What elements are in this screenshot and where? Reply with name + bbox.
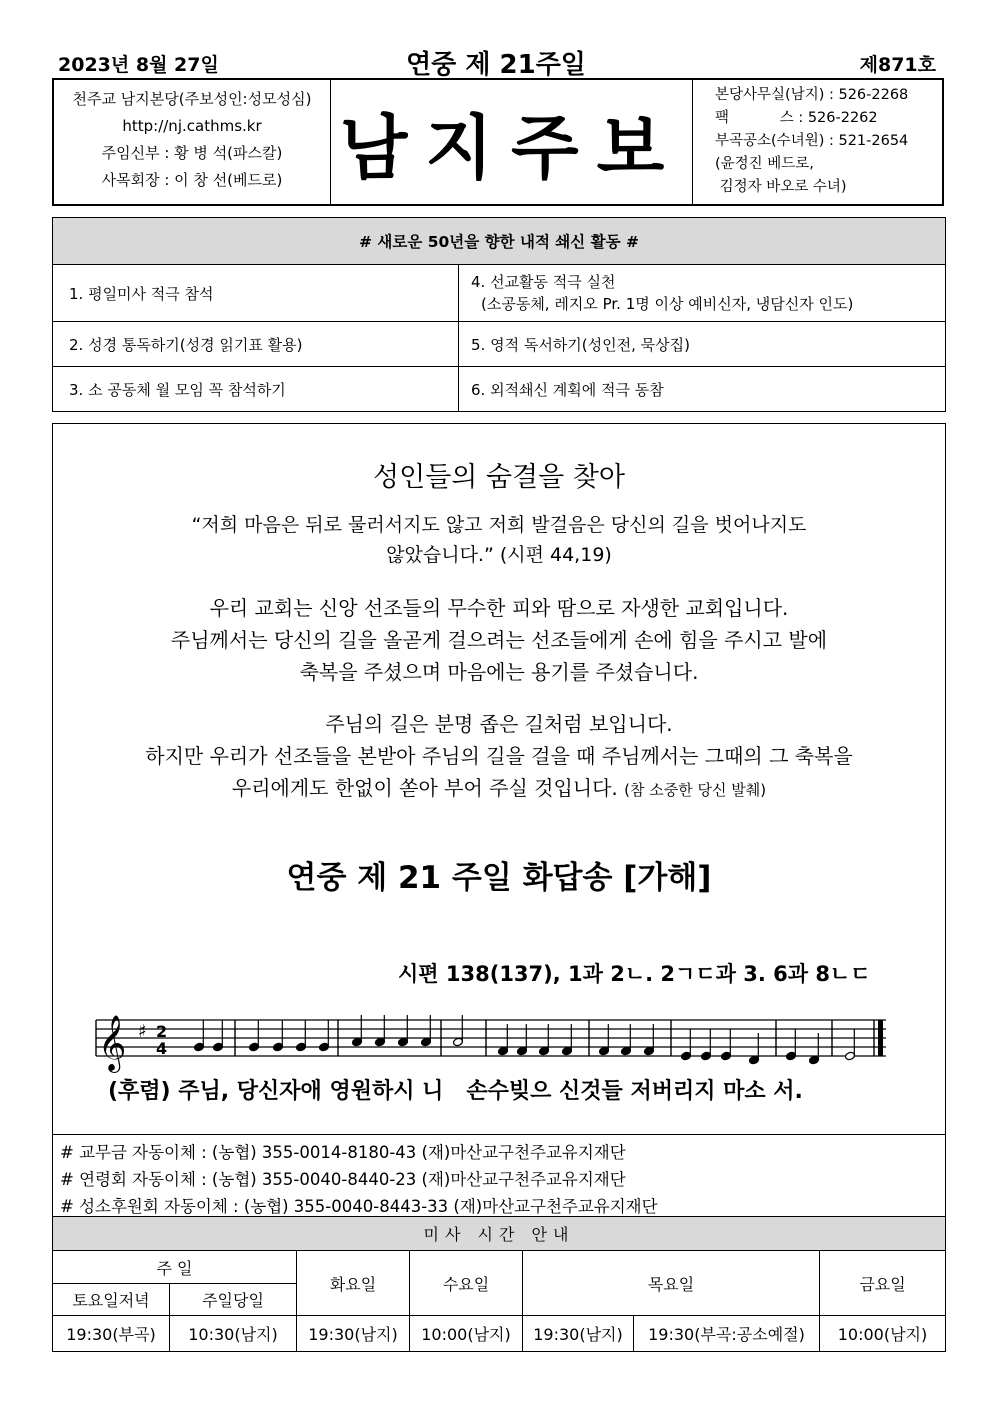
activity-1: 1. 평일미사 적극 참석 xyxy=(53,265,459,322)
activity-6: 6. 외적쇄신 계획에 적극 동참 xyxy=(459,367,946,412)
friday-header: 금요일 xyxy=(820,1251,946,1316)
activity-5: 5. 영적 독서하기(성인전, 묵상집) xyxy=(459,322,946,367)
fax: 팩 스 : 526-2262 xyxy=(715,110,878,126)
mass-time-wed: 10:00(남지) xyxy=(410,1316,523,1352)
mass-times-table xyxy=(52,1216,946,1352)
psalm-title: 연중 제 21 주일 화답송 [가해] xyxy=(286,860,712,896)
renewal-activities-table xyxy=(52,217,946,412)
council-president: 사목회장 : 이 창 선(베드로) xyxy=(101,171,283,189)
mass-time-thu-2: 19:30(부곡:공소예절) xyxy=(634,1316,820,1352)
saturday-evening-header: 토요일저녁 xyxy=(53,1284,170,1316)
time-sig-top: 2 xyxy=(156,1022,168,1041)
music-staff xyxy=(92,1005,892,1073)
key-sharp-icon: ♯ xyxy=(138,1021,147,1042)
mass-time-fri: 10:00(남지) xyxy=(820,1316,946,1352)
parish-info xyxy=(54,80,331,204)
masthead xyxy=(52,78,944,206)
bulletin-title-text: 남지주보 xyxy=(339,105,683,189)
bank-line-1: # 교무금 자동이체 : (농협) 355-0014-8180-43 (재)마산교구천주교유지재단 xyxy=(60,1143,626,1162)
sisters-line-1: (윤정진 베드로, xyxy=(715,156,814,172)
para2-line-2: 하지만 우리가 선조들을 본받아 주님의 길을 걸을 때 주님께서는 그때의 그 축복을 xyxy=(145,744,853,768)
wednesday-header: 수요일 xyxy=(410,1251,523,1316)
office-phone: 본당사무실(남지) : 526-2268 xyxy=(715,87,909,103)
activity-2: 2. 성경 통독하기(성경 읽기표 활용) xyxy=(53,322,459,367)
psalm-reference: 시편 138(137), 1과 2ㄴ. 2ㄱㄷ과 3. 6과 8ㄴㄷ xyxy=(398,962,871,986)
refrain-lyrics: (후렴) 주님, 당신자애 영원하시 니 손수빚으 신것들 저버리지 마소 서. xyxy=(108,1079,803,1104)
final-barline xyxy=(878,1020,883,1056)
bulletin-title xyxy=(332,80,690,204)
parish-website[interactable]: http://nj.cathms.kr xyxy=(122,117,262,135)
mission-phone: 부곡공소(수녀원) : 521-2654 xyxy=(715,133,909,149)
sunday-day-header: 주일당일 xyxy=(170,1284,297,1316)
para1-line-1: 우리 교회는 신앙 선조들의 무수한 피와 땀으로 자생한 교회입니다. xyxy=(209,596,789,620)
para2-line-1: 주님의 길은 분명 좁은 길처럼 보입니다. xyxy=(325,712,673,736)
mass-time-thu-1: 19:30(남지) xyxy=(523,1316,634,1352)
mass-time-tue: 19:30(남지) xyxy=(297,1316,410,1352)
contact-info xyxy=(692,80,945,204)
mass-time-sun: 10:30(남지) xyxy=(170,1316,297,1352)
pastor: 주임신부 : 황 병 석(파스칼) xyxy=(101,144,283,162)
reflection-source: (참 소중한 당신 발췌) xyxy=(624,781,767,799)
mass-time-sat: 19:30(부곡) xyxy=(53,1316,170,1352)
sunday-header: 주 일 xyxy=(53,1251,297,1284)
para1-line-2: 주님께서는 당신의 길을 올곧게 걸으려는 선조들에게 손에 힘을 주시고 발에 xyxy=(170,628,828,652)
activities-heading: # 새로운 50년을 향한 내적 쇄신 활동 # xyxy=(53,218,946,265)
activity-4-detail: (소공동체, 레지오 Pr. 1명 이상 예비신자, 냉담신자 인도) xyxy=(481,295,854,313)
reflection-title: 성인들의 숨결을 찾아 xyxy=(373,462,625,493)
quote-line-1: “저희 마음은 뒤로 물러서지도 않고 저희 발걸음은 당신의 길을 벗어나지도 xyxy=(191,514,807,536)
melody-notes xyxy=(194,1015,856,1065)
treble-clef-icon: 𝄞 xyxy=(98,1015,127,1071)
issue-number: 제871호 xyxy=(859,54,936,76)
issue-date: 2023년 8월 27일 xyxy=(58,54,219,76)
sisters-line-2: 김정자 바오로 수녀) xyxy=(715,179,847,195)
activity-3: 3. 소 공동체 월 모임 꼭 참석하기 xyxy=(53,367,459,412)
bank-line-3: # 성소후원회 자동이체 : (농협) 355-0040-8443-33 (재)마산교구천주교유지재단 xyxy=(60,1197,658,1216)
time-sig-bottom: 4 xyxy=(156,1039,168,1058)
para1-line-3: 축복을 주셨으며 마음에는 용기를 주셨습니다. xyxy=(299,660,699,684)
quote-line-2: 않았습니다.” (시편 44,19) xyxy=(386,544,612,566)
tuesday-header: 화요일 xyxy=(297,1251,410,1316)
thursday-header: 목요일 xyxy=(523,1251,820,1316)
bank-line-2: # 연령회 자동이체 : (농협) 355-0040-8440-23 (재)마산교구천주교유지재단 xyxy=(60,1170,626,1189)
para2-line-3: 우리에게도 한없이 쏟아 부어 주실 것입니다. xyxy=(231,776,618,800)
mass-times-caption: 미사 시간 안내 xyxy=(53,1217,946,1251)
activity-4: 4. 선교활동 적극 실천 xyxy=(471,273,616,291)
liturgical-week: 연중 제 21주일 xyxy=(406,50,586,80)
parish-name: 천주교 남지본당(주보성인:성모성심) xyxy=(72,90,312,108)
